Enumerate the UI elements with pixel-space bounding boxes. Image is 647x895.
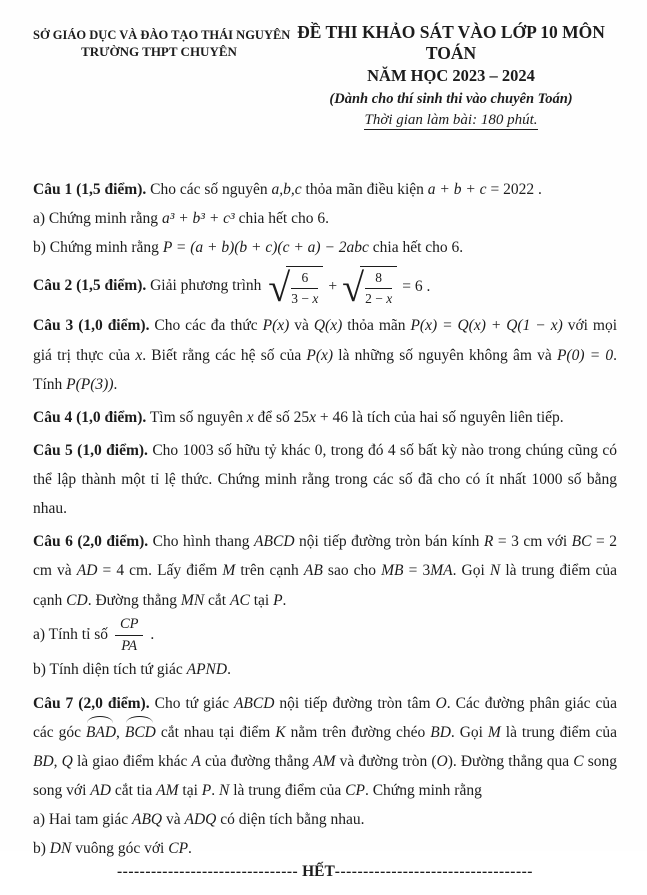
- text-run: là trung điểm của: [500, 723, 618, 741]
- text-run: P: [201, 781, 212, 799]
- text-run: P(x): [262, 317, 290, 335]
- text-run: Cho các số nguyên: [146, 181, 272, 198]
- text-run: ABCD: [254, 533, 295, 551]
- text-run: Q: [61, 752, 73, 770]
- school-name: TRƯỜNG THPT CHUYÊN: [81, 44, 237, 60]
- text-run: b): [33, 840, 50, 858]
- text-run: tại: [249, 591, 274, 609]
- sqrt-term-1: [268, 264, 323, 310]
- text-run: cắt: [204, 591, 230, 609]
- radicand-1: [286, 266, 323, 307]
- text-run: Q(x): [313, 317, 343, 335]
- text-run: chia hết cho 6.: [368, 239, 464, 257]
- text-run: a) Tính tỉ số: [33, 625, 112, 643]
- text-run: a) Hai tam giác: [33, 811, 132, 829]
- text-run: + 46 là tích của hai số nguyên liên tiếp.: [316, 408, 564, 426]
- text-run: P: [273, 591, 283, 609]
- question-6: [33, 527, 617, 614]
- text-run: a³ + b³ + c³: [161, 210, 235, 228]
- text-run: b) Tính diện tích tứ giác: [33, 661, 187, 679]
- radical-icon: √: [342, 264, 365, 310]
- text-run: P(x): [306, 346, 334, 364]
- text-run: BAD: [86, 718, 116, 747]
- text-run: .: [282, 591, 287, 609]
- text-run: .: [150, 625, 155, 643]
- text-run: . Tính: [33, 346, 617, 393]
- text-run: x: [246, 408, 254, 426]
- text-run: và: [162, 811, 185, 829]
- question-4: [33, 403, 617, 432]
- text-run: BD: [430, 723, 451, 741]
- text-run: là giao điểm khác: [72, 752, 192, 770]
- text-run: MN: [180, 591, 205, 609]
- text-run: b) Chứng minh rằng: [33, 239, 163, 257]
- text-run: M: [222, 562, 236, 580]
- text-run: BD: [33, 752, 54, 770]
- text-run: DN: [49, 840, 72, 858]
- text-run: Cho các đa thức: [149, 317, 263, 335]
- text-run: .: [113, 375, 118, 393]
- fraction-cp-pa: [115, 615, 144, 656]
- text-run: R: [483, 533, 494, 551]
- text-run: thỏa mãn điều kiện: [301, 181, 428, 198]
- fraction-2-numerator: 8: [365, 269, 392, 289]
- document-header: [33, 22, 617, 129]
- text-run: Câu 6 (2,0 điểm).: [33, 533, 149, 551]
- text-run: Câu 5 (1,0 điểm).: [33, 441, 148, 459]
- text-run: = 3 cm với: [493, 533, 572, 551]
- equation-result: = 6 .: [402, 278, 431, 296]
- text-run: CP: [168, 840, 189, 858]
- end-label: HẾT: [302, 863, 335, 881]
- text-run: ,: [53, 752, 62, 770]
- question-3: [33, 311, 617, 398]
- text-run: có diện tích bằng nhau.: [216, 811, 365, 829]
- question-6a: [33, 615, 617, 656]
- fraction-2-denominator: [365, 289, 392, 308]
- exam-title-block: [285, 22, 617, 129]
- radicand-2: [360, 266, 397, 307]
- text-run: BC: [571, 533, 592, 551]
- text-run: của đường thẳng: [200, 752, 314, 770]
- text-run: nội tiếp đường tròn tâm: [274, 694, 436, 712]
- text-run: tại: [178, 781, 202, 799]
- question-6a-period: [150, 626, 154, 643]
- text-run: thỏa mãn: [342, 317, 411, 335]
- exam-duration: [285, 112, 617, 129]
- text-run: AB: [303, 562, 323, 580]
- exam-body: [33, 171, 617, 863]
- question-5: [33, 436, 617, 523]
- text-run: ,: [116, 723, 125, 741]
- text-run: vuông góc với: [71, 840, 169, 858]
- text-run: . Các đường phân giác của các góc: [33, 694, 617, 741]
- text-run: O: [436, 752, 448, 770]
- text-run: MA: [430, 562, 453, 580]
- text-run: .: [211, 781, 220, 799]
- text-run: CD: [66, 591, 88, 609]
- text-run: là những số nguyên không âm và: [333, 346, 557, 364]
- text-run: APND: [186, 661, 228, 679]
- dash-rule-left: --------------------------------: [117, 863, 299, 881]
- exam-duration-text: Thời gian làm bài: 180 phút.: [364, 112, 538, 128]
- fraction-1: [291, 269, 318, 307]
- text-run: ADQ: [184, 811, 217, 829]
- question-6a-text: [33, 626, 112, 643]
- text-run: 2 −: [365, 290, 387, 306]
- text-run: Câu 3 (1,0 điểm).: [33, 317, 150, 335]
- text-run: với mọi giá trị thực của: [33, 317, 618, 364]
- text-run: a,b,c: [271, 181, 302, 198]
- text-run: là trung điểm của cạnh: [33, 562, 618, 609]
- text-run: nội tiếp đường tròn bán kính: [294, 533, 484, 551]
- text-run: để số 25: [253, 408, 310, 426]
- text-run: AD: [90, 781, 111, 799]
- text-run: Cho hình thang: [148, 533, 255, 551]
- sqrt-term-2: [342, 264, 397, 310]
- fraction-2: [365, 269, 392, 307]
- text-run: = 2 cm và: [33, 533, 617, 580]
- text-run: ABCD: [233, 694, 275, 712]
- text-run: . Gọi: [452, 562, 490, 580]
- text-run: AD: [76, 562, 98, 580]
- text-run: x: [312, 290, 319, 306]
- text-run: P(0) = 0: [556, 346, 614, 364]
- text-run: M: [487, 723, 501, 741]
- dash-rule-right: -----------------------------------: [334, 863, 533, 881]
- text-run: chia hết cho 6.: [234, 210, 329, 228]
- text-run: và đường tròn (: [335, 752, 437, 770]
- text-run: = 4 cm. Lấy điểm: [97, 562, 223, 580]
- text-run: AC: [230, 591, 250, 609]
- question-1b: [33, 233, 617, 262]
- text-run: .: [188, 840, 192, 858]
- text-run: cắt tia: [110, 781, 157, 799]
- text-run: .: [227, 661, 231, 679]
- text-run: Cho 1003 số hữu tỷ khác 0, trong đó 4 số bất kỳ nào trong chúng cũng có thể lập thành một tỉ lệ thức. Chứng minh rằng trong các số đã cho có ít nhất 1000 số bằng nhau.: [33, 441, 618, 518]
- radical-icon: √: [268, 264, 291, 310]
- text-run: . Chứng minh rằng: [364, 781, 482, 799]
- text-run: O: [435, 694, 447, 712]
- fraction-numerator: CP: [115, 615, 144, 636]
- text-run: Tìm số nguyên: [146, 408, 247, 426]
- exam-subtitle: (Dành cho thí sinh thi vào chuyên Toán): [329, 91, 573, 107]
- text-run: Câu 7 (2,0 điểm).: [33, 694, 150, 712]
- school-year: NĂM HỌC 2023 – 2024: [367, 66, 535, 85]
- text-run: cắt nhau tại điểm: [155, 723, 276, 741]
- text-run: K: [275, 723, 286, 741]
- text-run: Cho tứ giác: [149, 694, 234, 712]
- question-1: [33, 175, 617, 204]
- text-run: MB: [381, 562, 404, 580]
- issuing-authority-block: [33, 22, 291, 60]
- text-run: Câu 2 (1,5 điểm).: [33, 277, 147, 295]
- fraction-denominator: PA: [121, 637, 138, 654]
- text-run: a) Chứng minh rằng: [33, 210, 162, 228]
- question-7a: [33, 805, 617, 834]
- text-run: CP: [345, 781, 365, 799]
- text-run: Câu 1 (1,5 điểm).: [33, 181, 147, 198]
- text-run: 3 −: [291, 290, 313, 306]
- text-run: P(x) = Q(x) + Q(1 − x): [410, 317, 563, 335]
- text-run: x: [135, 346, 143, 364]
- text-run: ). Đường thẳng qua: [447, 752, 574, 770]
- text-run: . Biết rằng các hệ số của: [142, 346, 307, 364]
- department-name: SỞ GIÁO DỤC VÀ ĐÀO TẠO THÁI NGUYÊN: [33, 28, 291, 42]
- text-run: A: [191, 752, 201, 770]
- text-run: trên cạnh: [235, 562, 304, 580]
- text-run: P = (a + b)(b + c)(c + a) − 2abc: [162, 239, 369, 257]
- text-run: P(P(3)): [66, 375, 114, 393]
- question-2: [33, 264, 617, 310]
- fraction-1-numerator: 6: [291, 269, 318, 289]
- text-run: sao cho: [322, 562, 382, 580]
- question-2-intro: [33, 277, 261, 294]
- text-run: x: [386, 290, 393, 306]
- question-7: [33, 689, 617, 806]
- text-run: Câu 4 (1,0 điểm).: [33, 408, 147, 426]
- exam-title: ĐỀ THI KHẢO SÁT VÀO LỚP 10 MÔN TOÁN: [297, 22, 605, 63]
- end-of-exam-marker: [33, 863, 617, 895]
- text-run: N: [219, 781, 230, 799]
- question-6b: [33, 655, 617, 684]
- text-run: BCD: [125, 718, 156, 747]
- text-run: . Đường thẳng: [87, 591, 181, 609]
- plus-operator: +: [328, 278, 338, 296]
- text-run: ABQ: [131, 811, 163, 829]
- text-run: . Gọi: [450, 723, 488, 741]
- text-run: N: [489, 562, 501, 580]
- text-run: là trung điểm của: [229, 781, 346, 799]
- question-7b: [33, 834, 617, 863]
- text-run: và: [289, 317, 314, 335]
- text-run: = 3: [403, 562, 431, 580]
- equation-cau2: [268, 264, 435, 310]
- text-run: song song với: [33, 752, 618, 799]
- text-run: C: [573, 752, 584, 770]
- fraction-1-denominator: [291, 289, 318, 308]
- text-run: Giải phương trình: [146, 277, 262, 295]
- text-run: x: [309, 408, 317, 426]
- text-run: AM: [156, 781, 179, 799]
- text-run: a + b + c: [427, 181, 487, 198]
- ratio-fraction: [115, 615, 144, 656]
- question-1a: [33, 204, 617, 233]
- text-run: nằm trên đường chéo: [285, 723, 431, 741]
- text-run: AM: [313, 752, 336, 770]
- text-run: = 2022 .: [486, 181, 542, 198]
